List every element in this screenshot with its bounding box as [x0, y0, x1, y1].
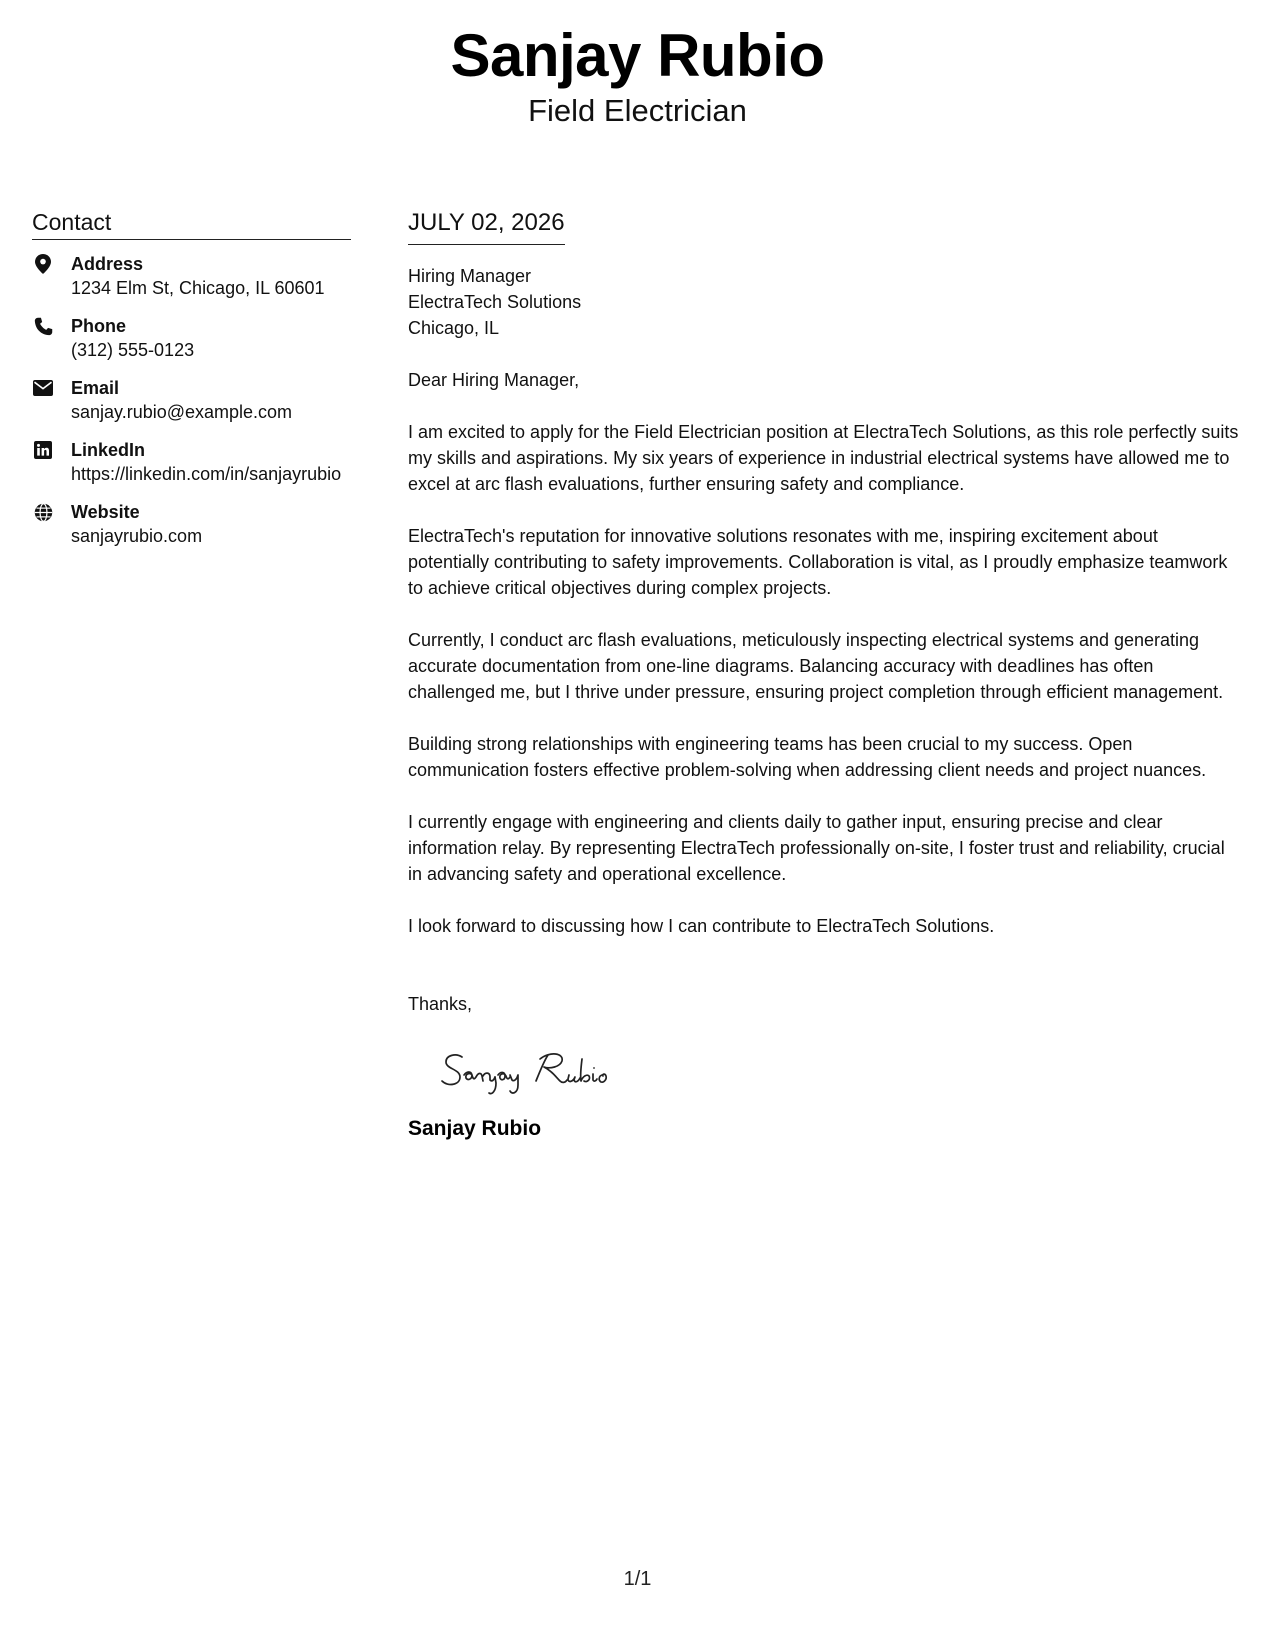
globe-icon: [32, 501, 54, 523]
letter-paragraph: Building strong relationships with engineering teams has been crucial to my success. Open communication fosters effective problem-solving when addressing client needs and project nuances.: [408, 734, 1207, 780]
signature-scribble: [436, 1045, 656, 1103]
recipient-line: Hiring Manager: [408, 266, 532, 286]
page-number: 1/1: [623, 1568, 652, 1590]
email-value[interactable]: sanjay.rubio@example.com: [71, 402, 293, 422]
closing: Thanks,: [408, 994, 473, 1014]
map-pin-icon: [32, 253, 54, 275]
website-value[interactable]: sanjayrubio.com: [71, 526, 203, 546]
linkedin-icon: [32, 439, 54, 461]
email-label: Email: [71, 378, 120, 398]
website-label: Website: [71, 502, 140, 522]
letter-date: JULY 02, 2026: [408, 208, 565, 245]
contact-phone: [32, 314, 351, 362]
linkedin-value[interactable]: https://linkedin.com/in/sanjayrubio: [71, 464, 342, 484]
signer-name: Sanjay Rubio: [408, 1117, 542, 1140]
contact-website: [32, 500, 351, 548]
address-value: 1234 Elm St, Chicago, IL 60601: [71, 278, 325, 298]
letter-body: [408, 208, 1240, 1143]
salutation: Dear Hiring Manager,: [408, 370, 580, 390]
letter-paragraph: I currently engage with engineering and clients daily to gather input, ensuring precise and clear information relay. By representing ElectraTech professionally on-site, I foster trust and reliability, crucial in advancing safety and operational excellence.: [408, 812, 1225, 884]
phone-label: Phone: [71, 316, 127, 336]
recipient-block: [408, 263, 1240, 341]
letter-paragraph: Currently, I conduct arc flash evaluations, meticulously inspecting electrical systems and generating accurate documentation from one-line diagrams. Balancing accuracy with deadlines has often challenged me, but I thrive under pressure, ensuring project completion through efficient management.: [408, 630, 1224, 702]
recipient-line: ElectraTech Solutions: [408, 292, 582, 312]
phone-value: (312) 555-0123: [71, 340, 195, 360]
signature-image: [436, 1045, 1240, 1103]
letter-paragraph: I look forward to discussing how I can contribute to ElectraTech Solutions.: [408, 916, 995, 936]
contact-email: [32, 376, 351, 424]
address-label: Address: [71, 254, 144, 274]
letter-paragraph: I am excited to apply for the Field Electrician position at ElectraTech Solutions, as this role perfectly suits my skills and aspirations. My six years of experience in industrial electrical systems have allowed me to excel at arc flash evaluations, further ensuring safety and compliance.: [408, 422, 1239, 494]
letter-paragraph: ElectraTech's reputation for innovative solutions resonates with me, inspiring excitement about potentially contributing to safety improvements. Collaboration is vital, as I proudly emphasize teamwork to achieve critical objectives during complex projects.: [408, 526, 1228, 598]
envelope-icon: [32, 377, 54, 399]
contact-heading: Contact: [32, 208, 351, 240]
candidate-name: Sanjay Rubio: [450, 22, 825, 89]
linkedin-label: LinkedIn: [71, 440, 146, 460]
contact-sidebar: [32, 208, 351, 562]
contact-address: [32, 252, 351, 300]
phone-icon: [32, 315, 54, 337]
candidate-title: Field Electrician: [528, 93, 747, 128]
recipient-line: Chicago, IL: [408, 318, 500, 338]
letter-header: [0, 24, 1275, 130]
contact-linkedin: [32, 438, 351, 486]
